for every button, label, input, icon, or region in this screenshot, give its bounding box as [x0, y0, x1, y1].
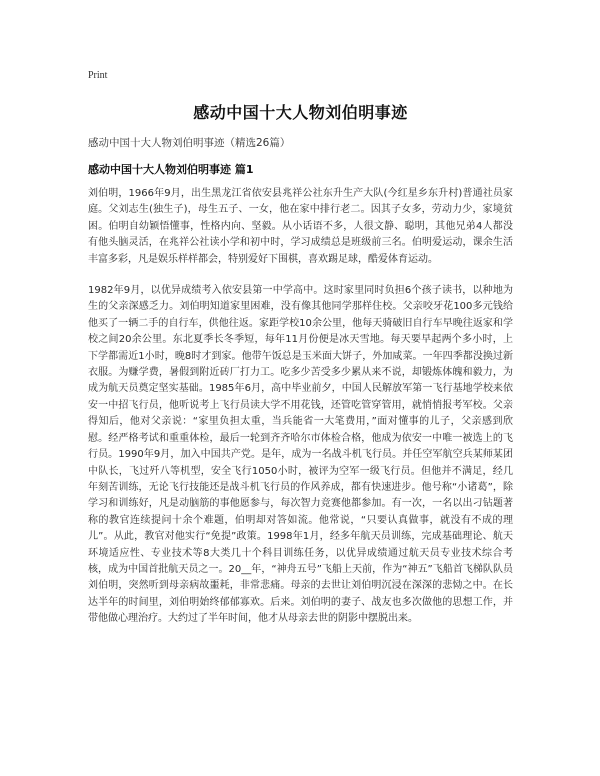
- document-page: [88, 70, 513, 643]
- section-heading: 感动中国十大人物刘伯明事迹 篇1: [88, 163, 254, 176]
- document-subtitle: 感动中国十大人物刘伯明事迹（精选26篇）: [88, 137, 291, 149]
- paragraph-1: 刘伯明，1966年9月，出生黑龙江省依安县兆祥公社东升生产大队(今红星乡东升村)普通社员家庭。父刘志生(独生子)，母生五子、一女，他在家中排行老二。因其子女多，劳动力少，家境贫困。伯明自幼颖悟懂事，性格内向、坚毅。从小话语不多，人很文静、聪明，其他兄弟4人都没有他头脑灵活，在兆祥公社读小学和初中时，学习成绩总是班级前三名。伯明爱运动，课余生活丰富多彩，凡是娱乐样样都会，特别爱好下围棋，喜欢踢足球，酷爱体育运动。: [88, 188, 513, 265]
- page-title: 感动中国十大人物刘伯明事迹: [193, 103, 408, 122]
- paragraph-2: 1982年9月，以优异成绩考入依安县第一中学高中。这时家里同时负担6个孩子读书，以种地为生的父亲深感乏力。刘伯明知道家里困难，没有像其他同学那样住校。父亲咬牙花100多元钱给他买了一辆二手的自行车，供他往返。家距学校10余公里，他每天骑破旧自行车早晚往返家和学校之间20余公里。东北夏季长冬季短，每年11月份便是冰天雪地。每天要早起两个多小时，上下学都需近1小时，晚8时才到家。他带午饭总是玉米面大饼子，外加咸菜。一年四季都没换过新衣服。为赚学费，暑假到附近砖厂打力工。吃多少苦受多少累从来不说，却锻炼体魄和毅力，为成为航天员奠定坚实基础。1985年6月，高中毕业前夕，中国人民解放军第一飞行基地学校来依安一中招飞行员，他听说考上飞行员读大学不用花钱，还管吃管穿管用，就悄悄报考军校。父亲得知后，他对父亲说：“家里负担太重，当兵能省一大笔费用，”面对懂事的儿子，父亲感到欣慰。经严格考试和重重体检，最后一轮到齐齐哈尔市体检合格，他成为依安一中唯一被选上的飞行员。1990年9月，加入中国共产党。是年，成为一名战斗机飞行员。并任空军航空兵某师某团中队长，飞过歼八等机型，安全飞行1050小时，被评为空军一级飞行员。但他并不满足，经几年刻苦训练，无论飞行技能还是战斗机飞行员的作风养成，都有快速进步。他号称“小诸葛”，除学习和训练好，凡是动脑筋的事他愿参与，每次智力竞赛他都参加。有一次，一名以出刁钻题著称的教官连续提问十余个难题，伯明却对答如流。他常说，“只要认真做事，就没有不成的理儿”。从此，教官对他实行“免提”政策。1998年1月，经多年航天员训练，完成基础理论、航天环境适应性、专业技术等8大类几十个科目训练任务，以优异成绩通过航天员专业技术综合考核，成为中国首批航天员之一。20__年，“神舟五号”飞船上天前，作为“神五”飞船首飞梯队队员刘伯明，突然听到母亲病故噩耗，非常悲痛。母亲的去世让刘伯明沉浸在深深的悲恸之中。在长达半年的时间里，刘伯明始终郁郁寡欢。后来。刘伯明的妻子、战友也多次做他的思想工作，并带他做心理治疗。大约过了半年时间，他才从母亲去世的阴影中摆脱出来。: [88, 285, 513, 625]
- print-link[interactable]: Print: [88, 70, 108, 81]
